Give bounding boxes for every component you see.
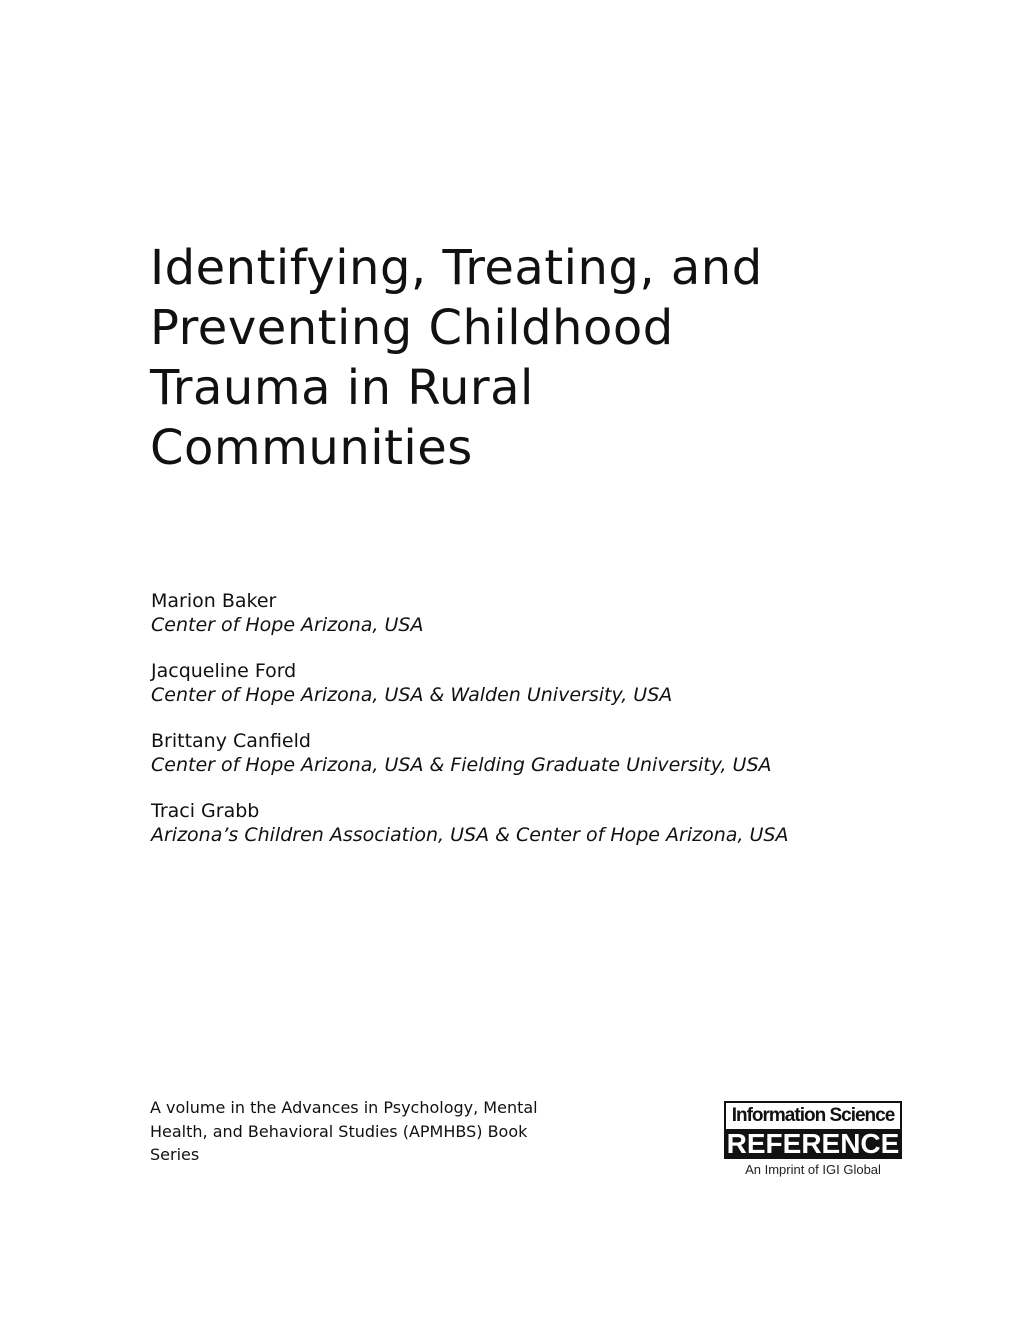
author-entry <box>151 799 971 869</box>
series-note-line: A volume in the Advances in Psychology, Mental <box>150 1098 538 1117</box>
author-entry <box>151 659 971 729</box>
series-note-line: Health, and Behavioral Studies (APMHBS) Book <box>150 1121 528 1141</box>
book-title-line: Identifying, Treating, and <box>150 240 763 296</box>
author-affiliation: Center of Hope Arizona, USA & Walden University, USA <box>151 684 673 706</box>
logo-bottom-text: REFERENCE <box>724 1129 902 1159</box>
author-name: Marion Baker <box>151 590 277 612</box>
author-name: Brittany Canfield <box>151 730 311 752</box>
book-title-line: Communities <box>150 420 473 476</box>
logo-imprint-text: An Imprint of IGI Global <box>745 1162 881 1177</box>
book-title-line: Preventing Childhood <box>150 300 674 356</box>
author-entry <box>151 589 971 659</box>
series-note <box>150 1096 550 1167</box>
author-entry <box>151 729 971 799</box>
book-title-line: Trauma in Rural <box>150 360 534 416</box>
author-list <box>151 589 971 869</box>
logo-top-text: Information Science <box>724 1101 902 1129</box>
author-affiliation: Center of Hope Arizona, USA <box>151 614 424 636</box>
author-affiliation: Center of Hope Arizona, USA & Fielding Graduate University, USA <box>151 754 772 776</box>
author-name: Traci Grabb <box>151 800 260 822</box>
author-affiliation: Arizona’s Children Association, USA & Center of Hope Arizona, USA <box>151 824 789 846</box>
series-note-line: Series <box>150 1145 200 1164</box>
book-title <box>150 238 930 478</box>
author-name: Jacqueline Ford <box>151 660 297 682</box>
publisher-logo <box>724 1101 902 1178</box>
